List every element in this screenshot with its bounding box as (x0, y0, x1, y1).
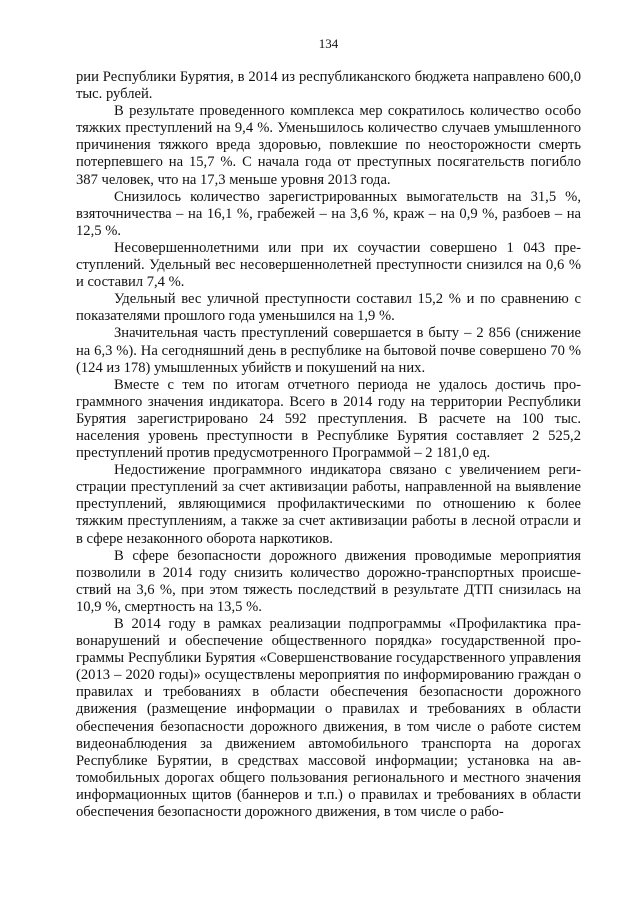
paragraph-crime-reduction: В результате проведенного комплекса мер сократилось количество особо тяжких преступлений на 9,4 %. Уменьшилось количество случаев умышленного причинения тяжкого вреда здоровью, повлекшие по неосторожности смерть потерпевшего на 15,7 %. С начала года от преступных посягательств погибло 387 человек, что на 17,3 меньше уровня 2013 года. (76, 103, 581, 188)
paragraph-subprogram: В 2014 году в рамках реализации подпрограммы «Профилактика правонарушений и обеспечение общественного порядка» государственной программы Республики Бурятия «Совершенствование государственного управления (2013 – 2020 годы)» осуществлены мероприятия по информированию граждан о правилах и требованиях в области обеспечения безопасности дорожного движения (размещение информации о правилах и требованиях в области обеспечения безопасности дорожного движения, в том числе о работе систем видеонаблюдения за движением автомобильного транспорта на дорогах Республике Бурятии, в средствах массовой информации; установка на автомобильных дорогах общего пользования регионального и местного значения информационных щитов (баннеров и т.п.) о правилах и требованиях в области обеспечения безопасности дорожного движения, в том числе о рабо- (76, 616, 581, 821)
paragraph-indicator-not-reached: Вместе с тем по итогам отчетного периода не удалось достичь программного значения индикатора. Всего в 2014 году на территории Республики Бурятия зарегистрировано 24 592 преступления. В расчете на 100 тыс. населения уровень преступности в Республике Бурятия составляет 2 525,2 преступлений против предусмотренного Программой – 2 181,0 ед. (76, 376, 581, 462)
page-number: 134 (318, 36, 339, 51)
document-page (76, 36, 581, 821)
paragraph-continuation: рии Республики Бурятия, в 2014 из республиканского бюджета направлено 600,0 тыс. рублей. (76, 69, 581, 103)
paragraph-street-crime: Удельный вес уличной преступности составил 15,2 % и по сравнению с показателями прошлого года уменьшился на 1,9 %. (76, 291, 581, 325)
paragraph-indicator-reasons: Недостижение программного индикатора связано с увеличением регистрации преступлений за счет активизации работы, направленной на выявление преступлений, являющимися профилактическими по отношению к более тяжким преступлениям, а также за счет активизации работы в лесной отрасли и в сфере незаконного оборота наркотиков. (76, 462, 581, 547)
paragraph-juvenile-crime: Несовершеннолетними или при их соучастии совершено 1 043 преступлений. Удельный вес несовершеннолетней преступности снизился на 0,6 % и составил 7,4 %. (76, 239, 581, 291)
paragraph-road-safety: В сфере безопасности дорожного движения проводимые мероприятия позволили в 2014 году снизить количество дорожно-транспортных происшествий на 3,6 %, при этом тяжесть последствий в результате ДТП снизилась на 10,9 %, смертность на 13,5 %. (76, 547, 581, 615)
paragraph-domestic-crime: Значительная часть преступлений совершается в быту – 2 856 (снижение на 6,3 %). На сегодняшний день в республике на бытовой почве совершено 70 % (124 из 178) умышленных убийств и покушений на них. (76, 325, 581, 376)
paragraph-extortion-stats: Снизилось количество зарегистрированных вымогательств на 31,5 %, взяточничества – на 16,1 %, грабежей – на 3,6 %, краж – на 0,9 %, разбоев – на 12,5 %. (76, 188, 581, 239)
